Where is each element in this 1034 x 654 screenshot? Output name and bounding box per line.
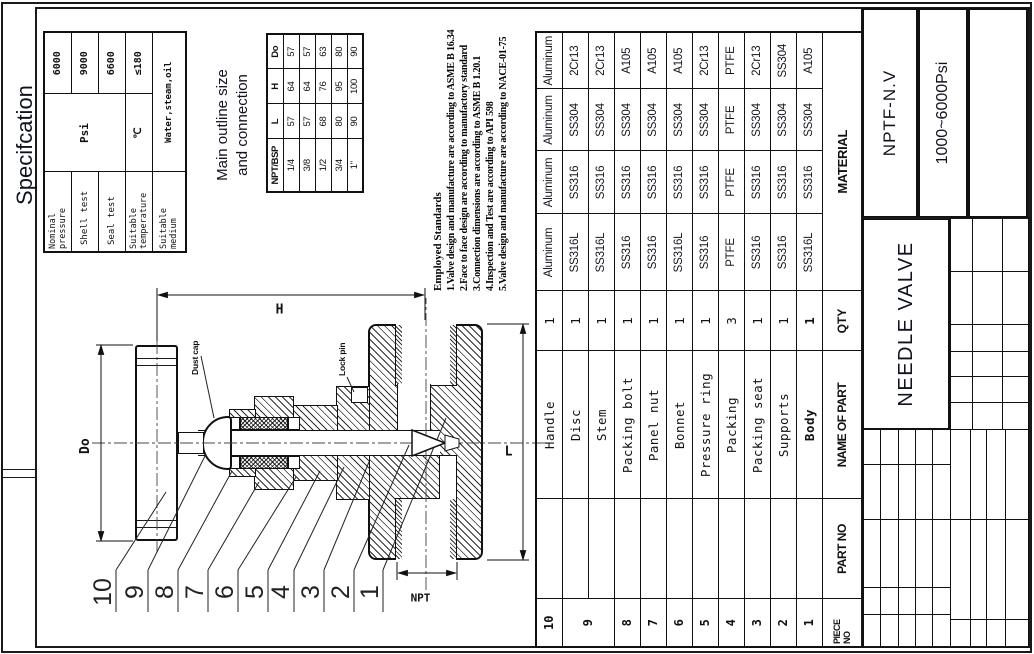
bom-material: PTFE [718, 32, 744, 89]
packing [240, 417, 288, 430]
bom-part-no [744, 499, 770, 599]
titleblock-product-cell [862, 218, 950, 430]
titleblock-grid-cell [986, 519, 1006, 620]
bom-part-name: Handle [536, 351, 562, 499]
outline-header: L [267, 104, 283, 139]
bom-material: SS316L [796, 214, 822, 291]
spec-value: 9000 [71, 32, 98, 94]
outline-title-line2: and connection [234, 74, 251, 176]
flow-channel-left [439, 455, 457, 499]
product-name: NEEDLE VALVE [894, 241, 917, 407]
titleblock-grid-cell [986, 429, 1006, 520]
bom-material: 2Cr13 [588, 32, 614, 89]
bom-material: SS316 [770, 151, 796, 214]
bom-qty: 1 [744, 291, 770, 351]
titleblock-grid-cell [950, 519, 971, 620]
titleblock-grid-cell [1002, 271, 1029, 325]
bom-material: SS304 [640, 89, 666, 151]
standards-item: 2.Face to face design are according to manufactory standard [459, 44, 470, 291]
bom-part-no [692, 499, 718, 599]
titleblock-grid-cell [932, 429, 951, 465]
standards-item: 4.Inspection and Test are according to API 598 [485, 101, 496, 291]
bom-material: SS304 [796, 89, 822, 151]
margin-mark [3, 477, 35, 478]
bom-part-name: Packing seat [744, 351, 770, 499]
outline-cell: 57 [283, 104, 299, 139]
handle-end-tick [137, 358, 176, 359]
bom-table [535, 31, 864, 648]
bom-material: SS316 [588, 151, 614, 214]
bom-part-no [796, 499, 822, 599]
bom-part-no [770, 499, 796, 599]
spec-unit-psi: Psi [44, 94, 125, 172]
bom-material: SS316L [562, 214, 588, 291]
bom-material: SS304 [770, 89, 796, 151]
bom-piece-no: 10 [536, 599, 562, 647]
bom-material: SS316 [692, 151, 718, 214]
bom-part-no [536, 499, 562, 599]
model-code: NPTF-N.V [880, 69, 899, 157]
bom-material: SS304 [666, 89, 692, 151]
titleblock-grid-cell [1005, 429, 1029, 520]
titleblock-grid-cell [972, 351, 1003, 377]
bom-part-name: Body [796, 351, 822, 499]
bom-part-no [718, 499, 744, 599]
standards-item: 1.Valve design and manufacture are according to ASME B 16.34 [446, 29, 457, 291]
spec-label: Suitable temperature [125, 172, 152, 252]
bom-header-qty: QTY [822, 291, 863, 351]
standards-notes [432, 5, 510, 291]
part-callout-number: 3 [297, 585, 325, 599]
lock-pin [351, 387, 368, 403]
bom-qty: 1 [562, 291, 588, 351]
titleblock-grid-cell [932, 614, 951, 648]
port-right-thread [450, 325, 456, 385]
titleblock-grid-cell [1002, 217, 1029, 272]
titleblock-grid-cell [950, 351, 973, 377]
part-callout-number: 6 [211, 585, 239, 599]
outline-cell: 80 [331, 104, 347, 139]
bom-qty: 1 [770, 291, 796, 351]
bom-material: SS316L [588, 214, 614, 291]
titleblock-grid-cell [932, 587, 951, 615]
packing-seat [288, 417, 300, 430]
bom-qty: 1 [666, 291, 692, 351]
bom-qty: 1 [796, 291, 822, 351]
part-callout-number: 5 [241, 585, 269, 599]
outline-cell: 57 [299, 104, 315, 139]
outline-cell: 100 [347, 69, 363, 104]
bom-material: SS316 [640, 214, 666, 291]
outline-cell: 1/4 [283, 139, 299, 192]
bom-material: SS316 [640, 151, 666, 214]
titleblock-grid-cell [862, 614, 881, 648]
titleblock-grid-cell [1005, 619, 1029, 648]
titleblock-grid-cell [950, 324, 973, 352]
bom-piece-no: 4 [718, 599, 744, 647]
titleblock-grid-cell [950, 217, 973, 272]
bom-material: SS316 [744, 151, 770, 214]
bom-material: A105 [640, 32, 666, 89]
bom-piece-no: 1 [796, 599, 822, 647]
outline-cell: 3/4 [331, 139, 347, 192]
spec-table [43, 31, 187, 253]
outline-cell: 95 [331, 69, 347, 104]
spec-label: Seal test [98, 172, 125, 252]
bom-part-no [562, 499, 588, 599]
bom-material: SS316 [796, 151, 822, 214]
outline-cell: 76 [315, 69, 331, 104]
flow-channel-right [397, 384, 431, 432]
titleblock-grid-cell [880, 519, 899, 588]
bom-material: SS304 [614, 89, 640, 151]
titleblock-grid-cell [970, 619, 987, 648]
bom-qty: 1 [588, 291, 614, 351]
titleblock-grid-cell [898, 429, 916, 465]
titleblock-grid-cell [932, 464, 951, 520]
outline-cell: 90 [347, 104, 363, 139]
bom-material: SS316 [614, 214, 640, 291]
bom-material: Aluminum [536, 32, 562, 89]
bom-material: 2Cr13 [692, 32, 718, 89]
outline-cell: 3/8 [299, 139, 315, 192]
outline-cell: 90 [347, 34, 363, 69]
bom-material: SS316 [666, 151, 692, 214]
titleblock-grid-cell [898, 587, 916, 615]
dust-cap-label: Dust cap [190, 340, 200, 375]
spec-label: Suitable medium [152, 172, 186, 252]
bom-header-piece: PIECE NO [822, 599, 863, 647]
titleblock-model-cell [862, 8, 918, 218]
titleblock-grid-cell [972, 376, 1003, 403]
titleblock-grid-cell [1002, 324, 1029, 352]
spec-title: Specifcation [12, 85, 37, 205]
titleblock-grid-cell [1002, 402, 1029, 430]
handle-bar [135, 345, 178, 541]
bom-material: SS316 [692, 214, 718, 291]
titleblock-grid-cell [972, 217, 1003, 272]
outline-cell: 57 [283, 34, 299, 69]
outline-header: NPT/BSP [267, 139, 283, 192]
titleblock-grid-cell [915, 587, 933, 615]
handle-end-tick [137, 527, 176, 528]
bom-material: SS304 [692, 89, 718, 151]
outline-cell: 57 [299, 34, 315, 69]
titleblock-grid-cell [862, 519, 881, 588]
bom-part-name: Disc [562, 351, 588, 499]
titleblock-grid-cell [880, 614, 899, 648]
titleblock-grid-cell [862, 587, 881, 615]
port-left-thread [450, 499, 456, 559]
bom-part-no [588, 499, 614, 599]
packing [240, 456, 288, 469]
titleblock-grid-cell [915, 464, 933, 520]
bom-piece-no: 6 [666, 599, 692, 647]
titleblock-grid-cell [972, 324, 1003, 352]
outline-table [266, 33, 364, 193]
outline-header: H [267, 69, 283, 104]
dim-label-do: Do [78, 438, 93, 454]
titleblock-grid-cell [898, 519, 916, 588]
bom-piece-no: 9 [562, 599, 614, 647]
outline-cell: 64 [299, 69, 315, 104]
bom-material: A105 [796, 32, 822, 89]
spec-label: Shell test [71, 172, 98, 252]
spec-label: Nominal pressure [44, 172, 71, 252]
part-callout-number: 8 [151, 585, 179, 599]
titleblock-grid-cell [880, 587, 899, 615]
bom-piece-no: 2 [770, 599, 796, 647]
bom-part-name: Packing bolt [614, 351, 640, 499]
standards-item: 3.Connection dimensions are according to ASME B 1.20.1 [472, 55, 483, 291]
titleblock-pressure-cell [918, 8, 968, 218]
part-callout-number: 4 [267, 585, 295, 599]
part-callout-number: 2 [327, 585, 355, 599]
titleblock-grid-cell [915, 519, 933, 588]
handle-end-tick [137, 365, 176, 366]
bom-piece-no: 5 [692, 599, 718, 647]
bom-material: 2Cr13 [562, 32, 588, 89]
part-callout-number: 9 [121, 585, 149, 599]
bom-material: PTFE [718, 214, 744, 291]
titleblock-grid-cell [972, 402, 1003, 430]
dim-label-npt: NPT [410, 591, 431, 605]
bom-part-name: Supports [770, 351, 796, 499]
spec-value: ≤180 [125, 32, 152, 94]
bom-part-name: Pressure ring [692, 351, 718, 499]
dim-label-l: L [504, 444, 513, 460]
bom-material: A105 [666, 32, 692, 89]
margin-mark [3, 469, 35, 470]
titleblock-grid-cell [880, 429, 899, 465]
titleblock-empty-cell [968, 8, 1028, 218]
titleblock-grid-cell [1002, 376, 1029, 403]
titleblock-grid-cell [862, 464, 881, 520]
titleblock-grid-cell [970, 429, 987, 520]
handle-hub [178, 432, 204, 454]
bom-part-no [614, 499, 640, 599]
titleblock-grid-cell [950, 402, 973, 430]
titleblock-grid-cell [950, 429, 971, 520]
bom-qty: 1 [536, 291, 562, 351]
titleblock-grid-cell [1005, 519, 1029, 620]
bom-material: Aluminum [536, 151, 562, 214]
outline-cell: 80 [331, 34, 347, 69]
bom-qty: 1 [640, 291, 666, 351]
titleblock-grid-cell [970, 519, 987, 620]
bom-header-material: MATERIAL [822, 32, 863, 291]
bom-material: PTFE [718, 89, 744, 151]
part-callout-number: 1 [356, 585, 384, 599]
spec-value: 6600 [98, 32, 125, 94]
part-callout-number: 7 [181, 585, 209, 599]
dim-label-h: H [275, 302, 284, 318]
titleblock-grid-cell [972, 271, 1003, 325]
titleblock-grid-cell [862, 429, 881, 465]
titleblock-grid-cell [1002, 351, 1029, 377]
port-left [395, 498, 457, 560]
port-right-thread [396, 325, 402, 385]
titleblock-grid-cell [915, 429, 933, 465]
bom-material: SS316 [770, 214, 796, 291]
bom-piece-no: 8 [614, 599, 640, 647]
spec-value: Water,steam,oil [152, 32, 186, 172]
outline-header: Do [267, 34, 283, 69]
bom-material: SS316 [744, 214, 770, 291]
outline-title-line1: Main outline size [214, 69, 231, 181]
bom-material: 2Cr13 [744, 32, 770, 89]
bom-piece-no: 7 [640, 599, 666, 647]
standards-item: 5.Valve design and manufacture are according to NACE-01-75 [498, 36, 509, 291]
spec-value: 6000 [44, 32, 71, 94]
titleblock-grid-cell [986, 619, 1006, 648]
bom-qty: 1 [692, 291, 718, 351]
bom-material: PTFE [718, 151, 744, 214]
titleblock-grid-cell [950, 271, 973, 325]
pressure-range: 1000~6000Psi [934, 61, 951, 165]
titleblock-grid-cell [898, 464, 916, 520]
outline-cell: 64 [283, 69, 299, 104]
bom-material: SS316 [614, 151, 640, 214]
titleblock-grid-cell [898, 614, 916, 648]
bom-material: Aluminum [536, 89, 562, 151]
bom-material: SS304 [588, 89, 614, 151]
port-left-thread [396, 499, 402, 559]
bom-part-no [666, 499, 692, 599]
titleblock-grid-cell [950, 619, 971, 648]
titleblock-grid-cell [932, 519, 951, 588]
bom-material: SS316L [666, 214, 692, 291]
handle-end-tick [137, 520, 176, 521]
port-right [395, 324, 457, 386]
bom-qty: 3 [718, 291, 744, 351]
lock-pin-label: Lock pin [337, 342, 347, 376]
outline-cell: 1" [347, 139, 363, 192]
titleblock-grid-cell [880, 464, 899, 520]
bom-part-name: Panel nut [640, 351, 666, 499]
titleblock-grid-cell [915, 614, 933, 648]
bom-material: A105 [614, 32, 640, 89]
outline-cell: 63 [315, 34, 331, 69]
bom-part-name: Packing [718, 351, 744, 499]
bom-qty: 1 [614, 291, 640, 351]
packing-seat [288, 456, 300, 469]
spec-unit-temp: ℃ [125, 94, 152, 172]
bom-material: SS304 [562, 89, 588, 151]
bom-part-no [640, 499, 666, 599]
bom-header-name: NAME OF PART [822, 351, 863, 499]
bom-header-partno: PART NO [822, 499, 863, 599]
outline-cell: 1/2 [315, 139, 331, 192]
bom-part-name: Bonnet [666, 351, 692, 499]
bom-material: SS304 [770, 32, 796, 89]
bom-material: Aluminum [536, 214, 562, 291]
bom-material: SS304 [744, 89, 770, 151]
part-callout-number: 10 [89, 578, 117, 606]
standards-heading: Employed Standards [432, 192, 444, 291]
titleblock-grid-cell [950, 376, 973, 403]
valve-stem [198, 430, 434, 456]
outline-cell: 68 [315, 104, 331, 139]
bom-part-name: Stem [588, 351, 614, 499]
bom-material: SS316 [562, 151, 588, 214]
bom-piece-no: 3 [744, 599, 770, 647]
